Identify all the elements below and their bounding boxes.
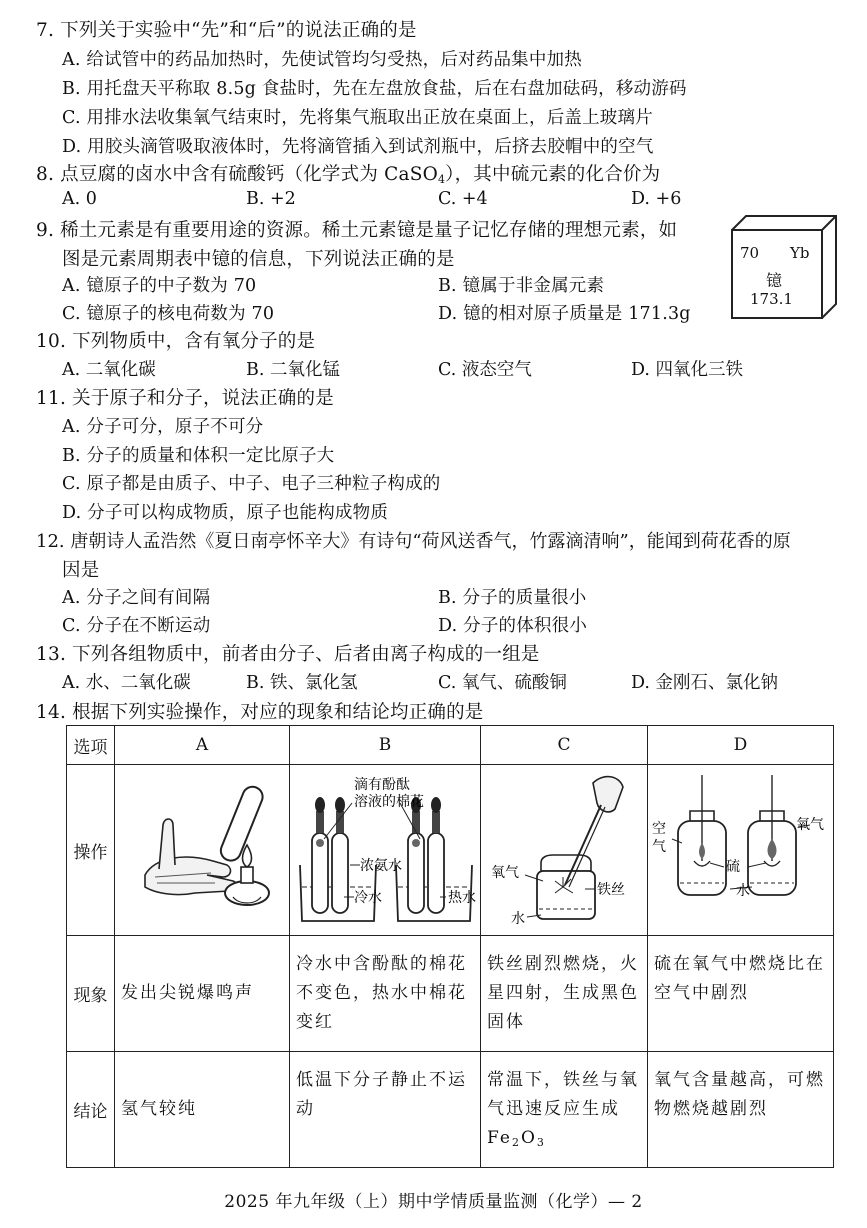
question-10-option-d: D. 四氧化三铁 bbox=[631, 360, 744, 380]
question-13-option-c: C. 氧气、硫酸铜 bbox=[438, 673, 567, 693]
question-12-option-b: B. 分子的质量很小 bbox=[438, 588, 587, 608]
question-11-option-a: A. 分子可分，原子不可分 bbox=[62, 417, 264, 437]
question-9-stem-line1: 9. 稀土元素是有重要用途的资源。稀土元素镱是量子记忆存储的理想元素，如 bbox=[36, 220, 678, 241]
question-10-stem: 10. 下列物质中，含有氧分子的是 bbox=[36, 331, 316, 352]
question-8-option-a: A. 0 bbox=[62, 189, 97, 209]
question-11-stem: 11. 关于原子和分子，说法正确的是 bbox=[36, 388, 334, 409]
operation-d-cell bbox=[648, 765, 834, 936]
question-9-option-a: A. 镱原子的中子数为 70 bbox=[62, 276, 257, 296]
question-9-option-c: C. 镱原子的核电荷数为 70 bbox=[62, 304, 275, 324]
question-9-stem-line2: 图是元素周期表中镱的信息，下列说法正确的是 bbox=[62, 249, 455, 270]
row-label-conclusion: 结论 bbox=[67, 1052, 115, 1168]
element-card bbox=[732, 230, 822, 318]
label-iron-wire: 铁丝 bbox=[597, 882, 625, 898]
label-oxygen-c: 氧气 bbox=[491, 865, 519, 881]
label-cotton-line1: 滴有酚酞 bbox=[354, 777, 410, 793]
element-symbol: Yb bbox=[790, 244, 810, 262]
question-12-option-a: A. 分子之间有间隔 bbox=[62, 588, 211, 608]
phenomenon-b: 冷水中含酚酞的棉花不变色，热水中棉花变红 bbox=[290, 936, 481, 1052]
question-13-stem: 13. 下列各组物质中，前者由分子、后者由离子构成的一组是 bbox=[36, 644, 540, 665]
conclusion-c bbox=[481, 1052, 648, 1168]
header-c: C bbox=[481, 726, 648, 765]
label-air-1: 空 bbox=[652, 821, 666, 837]
atomic-number: 70 bbox=[740, 244, 760, 262]
label-cotton-line2: 溶液的棉花 bbox=[354, 794, 424, 810]
conclusion-d: 氧气含量越高，可燃物燃烧越剧烈 bbox=[648, 1052, 834, 1168]
question-8-subscript: 4 bbox=[437, 173, 446, 186]
phenomenon-d: 硫在氧气中燃烧比在空气中剧烈 bbox=[648, 936, 834, 1052]
label-hot-water: 热水 bbox=[448, 890, 476, 906]
question-12-option-c: C. 分子在不断运动 bbox=[62, 616, 211, 636]
label-ammonia: 浓氨水 bbox=[360, 858, 402, 874]
question-11-option-b: B. 分子的质量和体积一定比原子大 bbox=[62, 446, 335, 466]
question-10-option-b: B. 二氧化锰 bbox=[246, 360, 340, 380]
label-water-d: 水 bbox=[736, 883, 750, 899]
question-13-option-b: B. 铁、氯化氢 bbox=[246, 673, 358, 693]
label-sulfur: 硫 bbox=[726, 859, 740, 875]
question-14-stem: 14. 根据下列实验操作，对应的现象和结论均正确的是 bbox=[36, 702, 484, 723]
table-row-operation bbox=[67, 765, 834, 936]
conclusion-c-sub2: 3 bbox=[536, 1136, 546, 1149]
question-13-option-d: D. 金刚石、氯化钠 bbox=[631, 673, 779, 693]
conclusion-c-sub1: 2 bbox=[511, 1136, 521, 1149]
row-label-operation: 操作 bbox=[67, 765, 115, 936]
question-13-option-a: A. 水、二氧化碳 bbox=[62, 673, 191, 693]
question-8-stem-text: 8. 点豆腐的卤水中含有硫酸钙（化学式为 CaSO bbox=[36, 164, 438, 185]
header-option: 选项 bbox=[67, 726, 115, 765]
question-8-stem bbox=[36, 160, 660, 186]
element-name: 镱 bbox=[766, 271, 783, 290]
hydrogen-test-illustration bbox=[115, 765, 289, 930]
conclusion-c-text: 常温下，铁丝与氧气迅速反应生成 Fe bbox=[487, 1070, 639, 1148]
question-8-stem-text-end: ），其中硫元素的化合价为 bbox=[445, 164, 661, 185]
question-11-option-c: C. 原子都是由质子、中子、电子三种粒子构成的 bbox=[62, 474, 441, 494]
phenomenon-a: 发出尖锐爆鸣声 bbox=[115, 936, 290, 1052]
question-9-option-b: B. 镱属于非金属元素 bbox=[438, 276, 605, 296]
question-7-option-d: D. 用胶头滴管吸取液体时，先将滴管插入到试剂瓶中，后挤去胶帽中的空气 bbox=[62, 137, 654, 157]
question-7-stem: 7. 下列关于实验中“先”和“后”的说法正确的是 bbox=[36, 20, 417, 41]
label-air-2: 气 bbox=[652, 839, 666, 855]
question-8-option-b: B. +2 bbox=[246, 189, 296, 209]
operation-b-cell bbox=[290, 765, 481, 936]
question-10-option-c: C. 液态空气 bbox=[438, 360, 532, 380]
iron-wire-combustion-illustration bbox=[481, 765, 647, 930]
label-oxygen-d: 氧气 bbox=[796, 817, 824, 833]
table-header-row bbox=[67, 726, 834, 765]
conclusion-a: 氢气较纯 bbox=[115, 1052, 290, 1168]
phenomenon-c: 铁丝剧烈燃烧，火星四射，生成黑色固体 bbox=[481, 936, 648, 1052]
question-7-option-c: C. 用排水法收集氧气结束时，先将集气瓶取出正放在桌面上，后盖上玻璃片 bbox=[62, 108, 653, 128]
header-d: D bbox=[648, 726, 834, 765]
sulfur-combustion-illustration bbox=[648, 765, 833, 930]
conclusion-c-o: O bbox=[520, 1128, 537, 1148]
question-12-stem-line2: 因是 bbox=[62, 560, 100, 581]
header-a: A bbox=[115, 726, 290, 765]
question-7-option-b: B. 用托盘天平称取 8.5g 食盐时，先在左盘放食盐，后在右盘加砝码，移动游码 bbox=[62, 79, 687, 99]
label-cold-water: 冷水 bbox=[354, 890, 382, 906]
atomic-mass: 173.1 bbox=[750, 290, 793, 308]
question-9-option-d: D. 镱的相对原子质量是 171.3g bbox=[438, 304, 691, 324]
table-row-conclusion bbox=[67, 1052, 834, 1168]
question-11-option-d: D. 分子可以构成物质，原子也能构成物质 bbox=[62, 503, 389, 523]
question-12-option-d: D. 分子的体积很小 bbox=[438, 616, 588, 636]
question-12-stem-line1: 12. 唐朝诗人孟浩然《夏日南亭怀辛大》有诗句“荷风送香气，竹露滴清响”，能闻到荷花香的原 bbox=[36, 531, 791, 552]
experiment-table bbox=[66, 725, 834, 1168]
question-8-option-d: D. +6 bbox=[631, 189, 682, 209]
table-row-phenomenon bbox=[67, 936, 834, 1052]
row-label-phenomenon: 现象 bbox=[67, 936, 115, 1052]
question-8-option-c: C. +4 bbox=[438, 189, 488, 209]
question-10-option-a: A. 二氧化碳 bbox=[62, 360, 156, 380]
label-water-c: 水 bbox=[511, 911, 525, 927]
ammonia-diffusion-illustration bbox=[290, 765, 480, 930]
operation-a-cell bbox=[115, 765, 290, 936]
header-b: B bbox=[290, 726, 481, 765]
page-footer: 2025 年九年级（上）期中学情质量监测（化学）— 2 bbox=[224, 1192, 643, 1212]
operation-c-cell bbox=[481, 765, 648, 936]
question-7-option-a: A. 给试管中的药品加热时，先使试管均匀受热，后对药品集中加热 bbox=[62, 50, 582, 70]
conclusion-b: 低温下分子静止不运动 bbox=[290, 1052, 481, 1168]
